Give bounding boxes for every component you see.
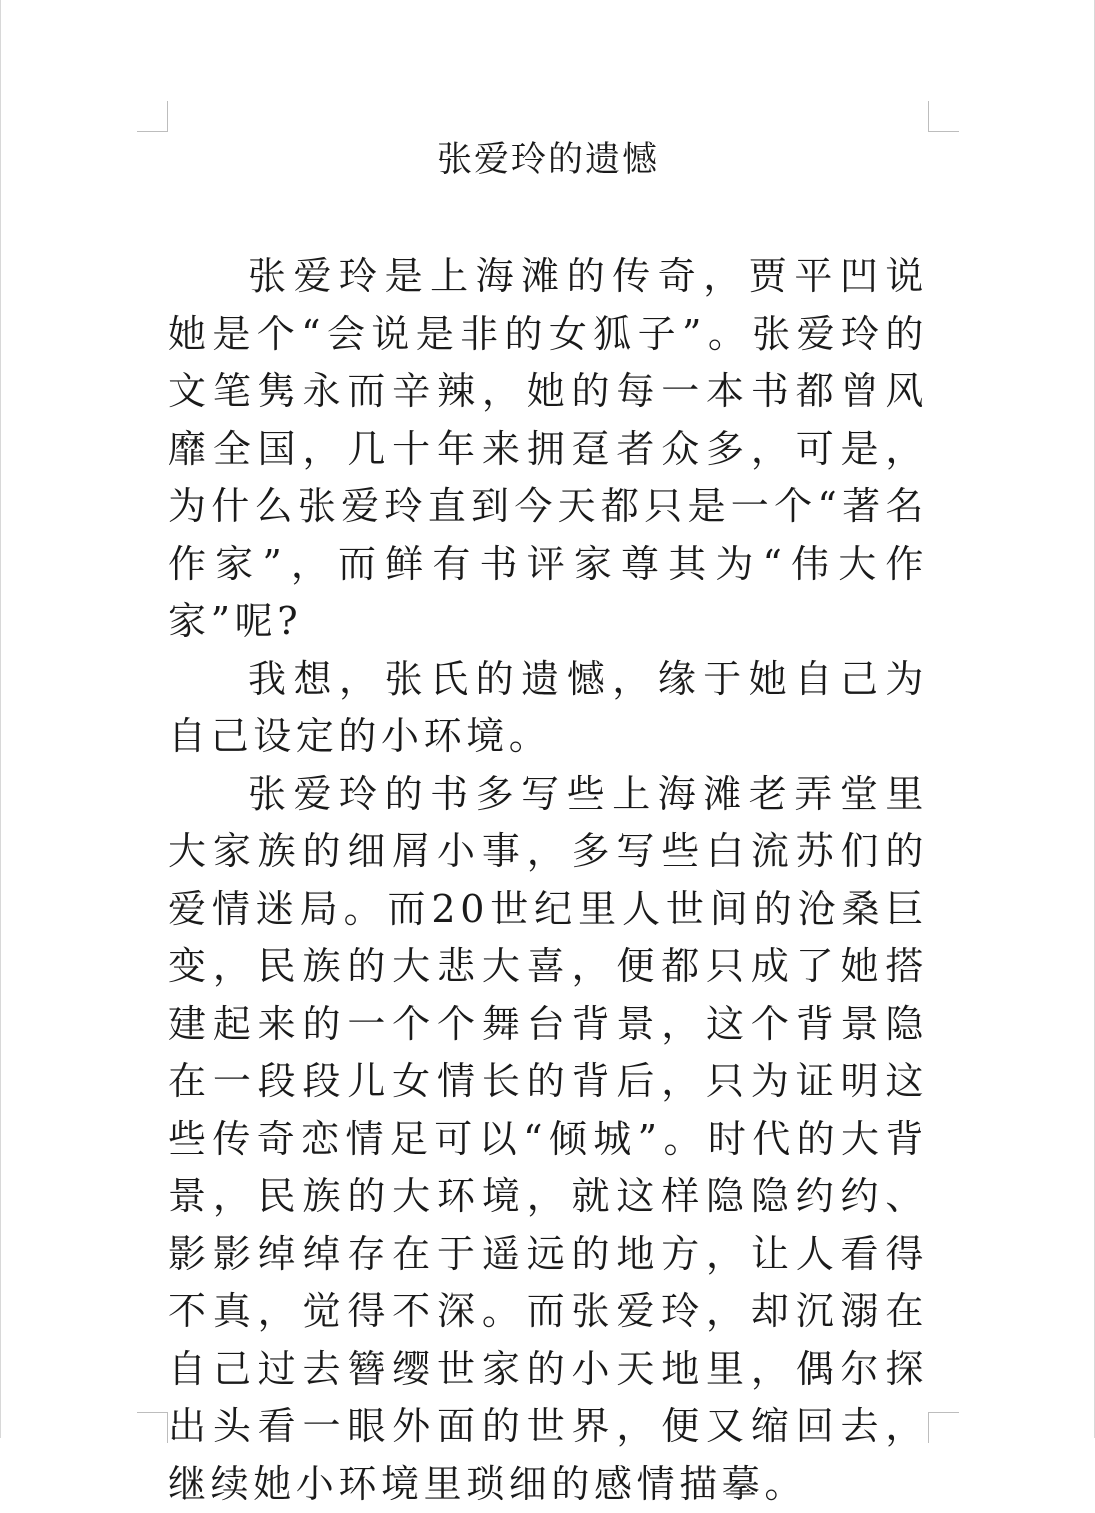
page-edge-left <box>0 0 1 1438</box>
paragraph: 张爱玲的书多写些上海滩老弄堂里大家族的细屑小事，多写些白流苏们的爱情迷局。而20世纪里人世间的沧桑巨变，民族的大悲大喜，便都只成了她搭建起来的一个个舞台背景，这个背景隐在一段段儿女情长的背后，只为证明这些传奇恋情足可以“倾城”。时代的大背景，民族的大环境，就这样隐隐约约、影影绰绰存在于遥远的地方，让人看得不真，觉得不深。而张爱玲，却沉溺在自己过去簪缨世家的小天地里，偶尔探出头看一眼外面的世界，便又缩回去，继续她小环境里琐细的感情描摹。 <box>168 766 928 1513</box>
paragraph: 我想，张氏的遗憾，缘于她自己为自己设定的小环境。 <box>168 651 928 766</box>
crop-mark-top-right <box>928 101 959 132</box>
document-title: 张爱玲的遗憾 <box>168 138 928 182</box>
crop-mark-bottom-left <box>137 1412 168 1443</box>
paragraph: 张爱玲是上海滩的传奇，贾平凹说她是个“会说是非的女狐子”。张爱玲的文笔隽永而辛辣，她的每一本书都曾风靡全国，几十年来拥趸者众多，可是，为什么张爱玲直到今天都只是一个“著名作家”，而鲜有书评家尊其为“伟大作家”呢? <box>168 248 928 651</box>
crop-mark-top-left <box>137 101 168 132</box>
crop-mark-bottom-right <box>928 1412 959 1443</box>
document-body <box>168 248 928 1513</box>
